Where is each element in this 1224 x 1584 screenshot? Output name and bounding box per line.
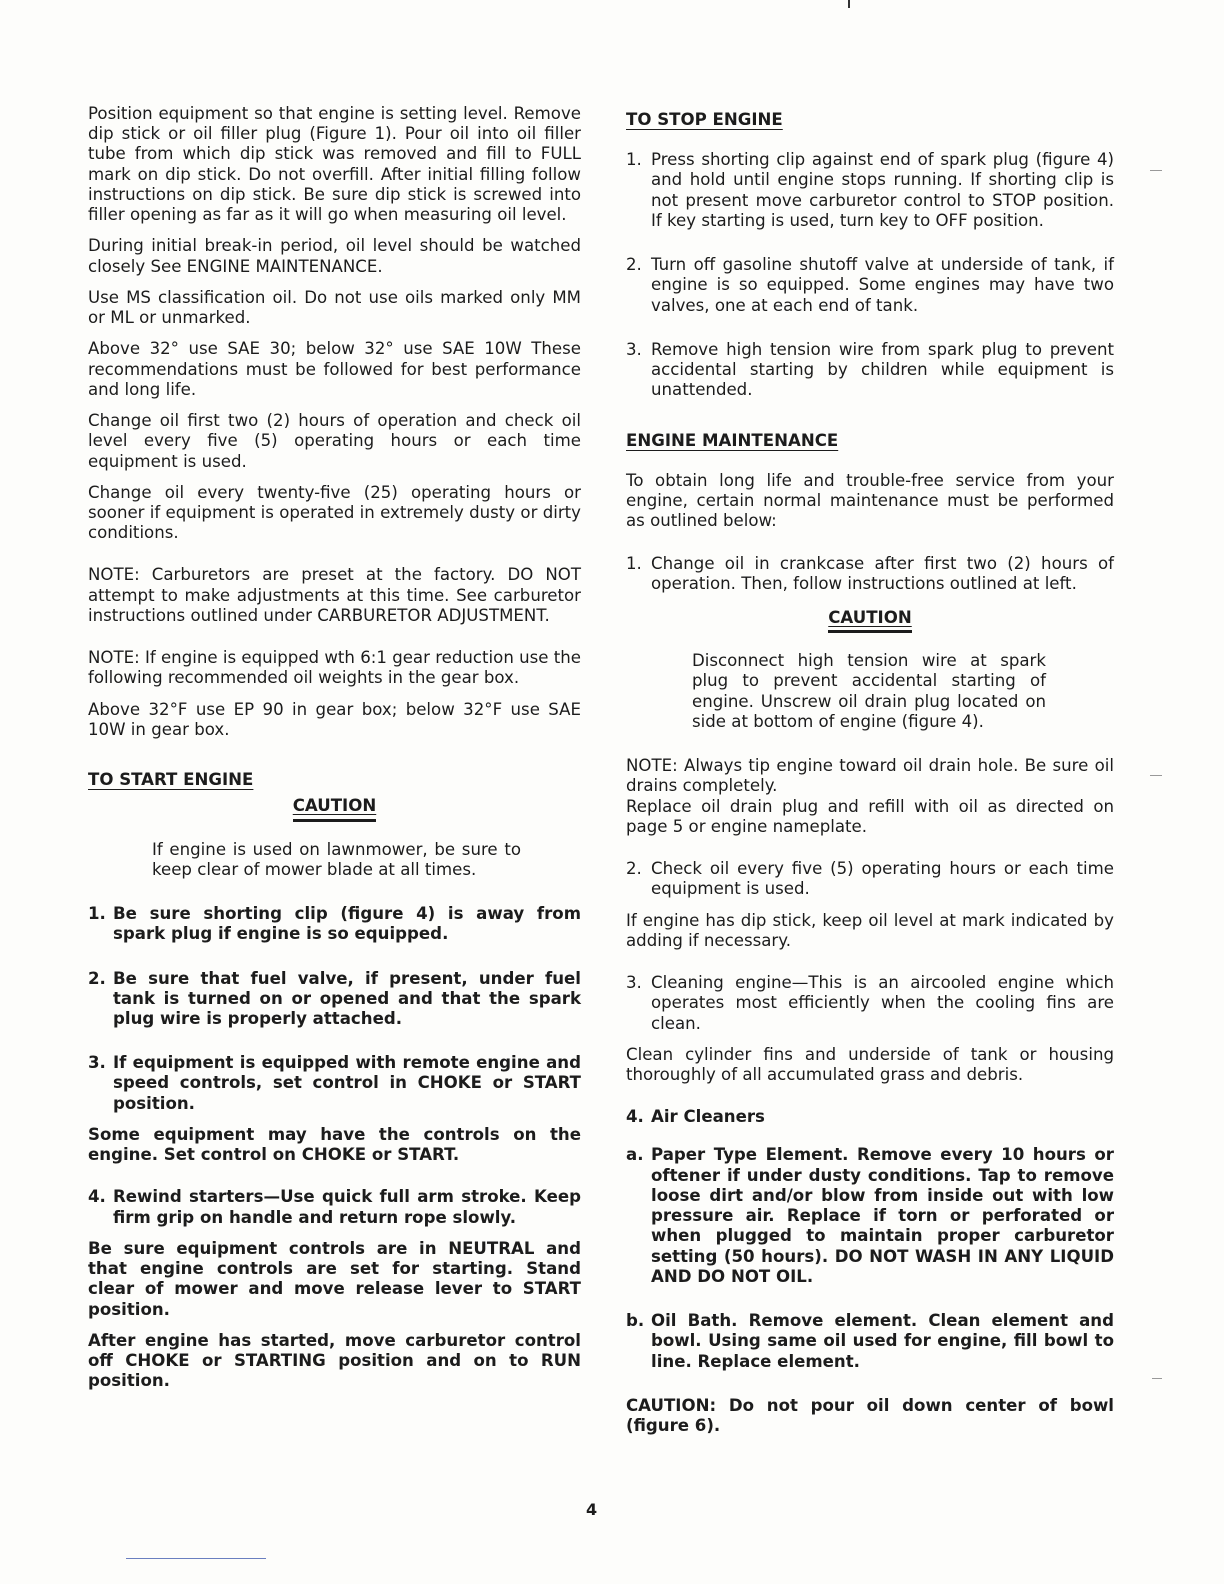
item-text: Paper Type Element. Remove every 10 hours or oftener if under dusty conditions. Tap to remove loose dirt and/or blow from inside out with low pressure air. Replace if torn or perforated or when plugged to maintain proper carburetor setting (50 hours). DO NOT WASH IN ANY LIQUID AND DO NOT OIL. [651,1145,1114,1286]
final-caution: CAUTION: Do not pour oil down center of bowl (figure 6). [626,1395,1114,1436]
caution-heading-wrap [626,608,1114,633]
clean-fins-paragraph: Clean cylinder fins and underside of tank or housing thoroughly of all accumulated grass and debris. [626,1044,1114,1084]
sae-paragraph: Above 32° use SAE 30; below 32° use SAE 10W These recommendations must be followed for best performance and long life. [88,339,581,399]
item-number: 2. [626,859,642,879]
item-text: Be sure that fuel valve, if present, under fuel tank is turned on or opened and that the spark plug wire is properly attached. [113,968,581,1028]
list-item [626,1107,1114,1127]
item-number: 4. [88,1187,106,1207]
margin-mark [1150,775,1162,776]
controls-paragraph: Some equipment may have the controls on the engine. Set control on CHOKE or START. [88,1124,581,1165]
item-letter: a. [626,1145,644,1165]
item-text: Change oil in crankcase after first two (2) hours of operation. Then, follow instructions outlined at left. [651,553,1114,593]
item-text: Cleaning engine—This is an aircooled engine which operates most efficiently when the cooling fins are clean. [651,973,1114,1033]
list-item [626,859,1114,899]
list-item [88,1187,581,1227]
item-text: If equipment is equipped with remote engine and speed controls, set control in CHOKE or START position. [113,1053,581,1113]
item-text: Be sure shorting clip (figure 4) is away from spark plug if engine is so equipped. [113,904,581,944]
drain-note: NOTE: Always tip engine toward oil drain hole. Be sure oil drains completely. [626,756,1114,796]
item-number: 3. [88,1053,106,1073]
item-number: 3. [626,339,642,359]
change-oil-paragraph: Change oil first two (2) hours of operation and check oil level every five (5) operating hours or each time equipment is used. [88,411,581,471]
start-engine-heading: TO START ENGINE [88,770,254,790]
list-item [88,1053,581,1114]
oil-bath-text: Remove element. Clean element and bowl. Using same oil used for engine, fill bowl to line. Replace element. [651,1311,1115,1371]
list-item [626,255,1114,316]
item-text: Air Cleaners [651,1107,765,1127]
margin-mark [1150,170,1162,171]
gear-reduction-note: NOTE: If engine is equipped wth 6:1 gear reduction use the following recommended oil weights in the gear box. [88,648,581,688]
page-number: 4 [586,1500,598,1519]
left-column [88,104,581,1402]
item-text [651,1311,1114,1372]
right-column [626,110,1114,1447]
carburetor-note: NOTE: Carburetors are preset at the factory. DO NOT attempt to make adjustments at this time. See carburetor instructions outlined under CARBURETOR ADJUSTMENT. [88,565,581,625]
item-number: 3. [626,973,642,993]
item-text: Press shorting clip against end of spark plug (figure 4) and hold until engine stops running. If shorting clip is not present move carburetor control to STOP position. If key starting is used, turn key to OFF position. [651,150,1114,230]
oil-fill-paragraph: Position equipment so that engine is setting level. Remove dip stick or oil filler plug (Figure 1). Pour oil into oil filler tube from which dip stick was removed and fill to FULL mark on dip stick. Do not overfill. After initial filling follow instructions on dip stick. Be sure dip stick is screwed into filler opening as far as it will go when measuring oil level. [88,104,581,225]
item-text: Remove high tension wire from spark plug to prevent accidental starting by children while equipment is unattended. [651,339,1114,400]
margin-mark [1152,1378,1162,1379]
footer-rule [126,1558,266,1559]
gear-box-paragraph: Above 32°F use EP 90 in gear box; below 32°F use SAE 10W in gear box. [88,699,581,739]
run-position-paragraph: After engine has started, move carburetor control off CHOKE or STARTING position and on to RUN position. [88,1330,581,1391]
list-item [626,340,1114,401]
item-text: Rewind starters—Use quick full arm stroke. Keep firm grip on handle and return rope slowly. [113,1187,581,1227]
change-oil-dusty-paragraph: Change oil every twenty-five (25) operating hours or sooner if equipment is operated in extremely dusty or dirty conditions. [88,482,581,543]
oil-class-paragraph: Use MS classification oil. Do not use oils marked only MM or ML or unmarked. [88,287,581,328]
item-number: 2. [88,968,106,988]
list-item [626,1145,1114,1287]
item-number: 4. [626,1107,644,1127]
stop-engine-heading: TO STOP ENGINE [626,110,783,129]
caution-heading-wrap [88,796,581,821]
oil-bath-label: Oil Bath. [651,1311,738,1331]
list-item [626,554,1114,594]
item-text: Check oil every five (5) operating hours or each time equipment is used. [651,859,1114,899]
item-letter: b. [626,1311,645,1331]
caution-text: Disconnect high tension wire at spark plug to prevent accidental starting of engine. Unscrew oil drain plug located on side at bottom of engine (figure 4). [692,651,1046,731]
dip-stick-paragraph: If engine has dip stick, keep oil level at mark indicated by adding if necessary. [626,910,1114,950]
list-item [88,969,581,1030]
caution-title: CAUTION [293,796,376,821]
item-number: 1. [88,904,106,924]
item-number: 2. [626,255,642,275]
list-item [626,1311,1114,1372]
drain-plug-paragraph: Replace oil drain plug and refill with oil as directed on page 5 or engine nameplate. [626,796,1114,836]
list-item [88,904,581,944]
caution-title: CAUTION [828,608,911,633]
item-text: Turn off gasoline shutoff valve at underside of tank, if engine is so equipped. Some engines may have two valves, one at each end of tank. [651,255,1114,315]
maintenance-intro: To obtain long life and trouble-free service from your engine, certain normal maintenance must be performed as outlined below: [626,470,1114,531]
engine-maintenance-heading: ENGINE MAINTENANCE [626,430,839,450]
break-in-paragraph: During initial break-in period, oil level should be watched closely See ENGINE MAINTENANCE. [88,236,581,276]
item-number: 1. [626,150,642,170]
caution-text: If engine is used on lawnmower, be sure to keep clear of mower blade at all times. [152,839,521,879]
list-item [626,150,1114,231]
top-mark [848,0,850,8]
item-number: 1. [626,553,642,573]
list-item [626,973,1114,1034]
neutral-paragraph: Be sure equipment controls are in NEUTRAL and that engine controls are set for starting. Stand clear of mower and move release lever to START position. [88,1238,581,1319]
